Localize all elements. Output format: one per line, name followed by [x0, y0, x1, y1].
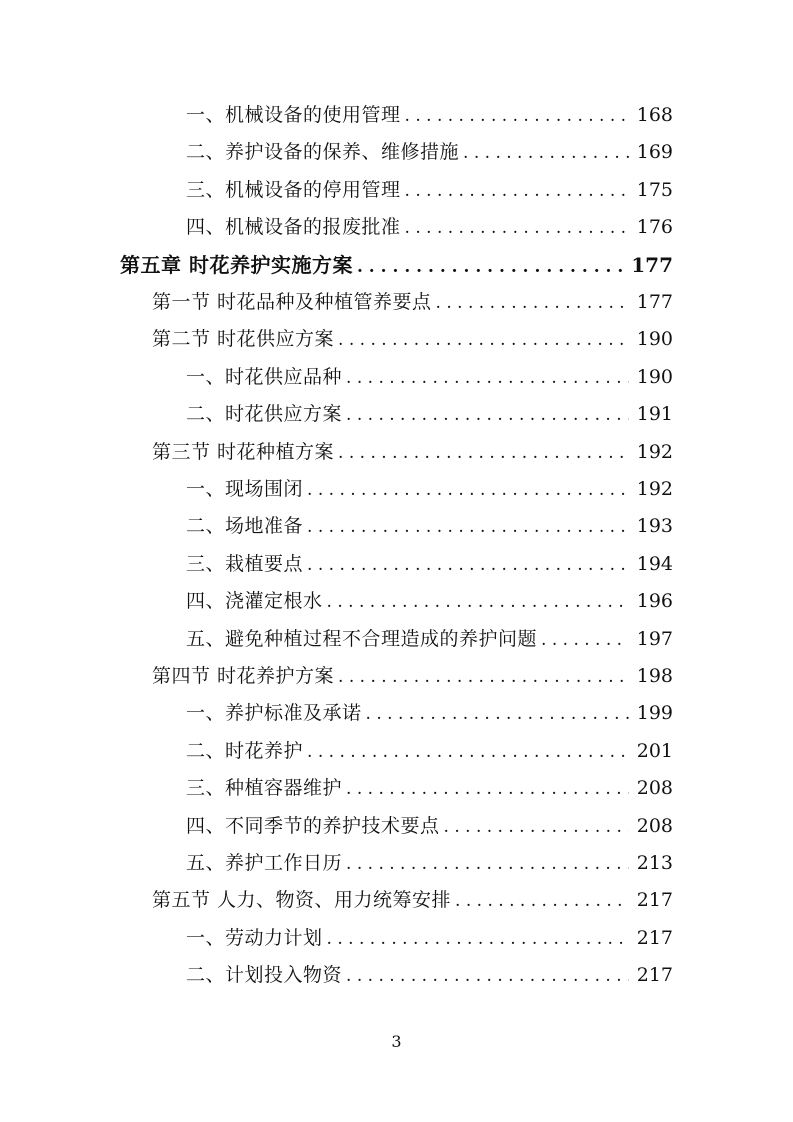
toc-subsection-row[interactable] — [186, 773, 673, 803]
toc-entry-page: 196 — [636, 590, 673, 613]
toc-subsection-row[interactable] — [186, 362, 673, 392]
toc-dot-leader — [346, 400, 629, 430]
toc-entry-page: 190 — [636, 365, 673, 388]
toc-dot-leader — [463, 138, 629, 168]
toc-subsection-row[interactable] — [186, 175, 673, 205]
toc-subsection-row[interactable] — [186, 736, 673, 766]
toc-dot-leader — [307, 737, 629, 767]
toc-dot-leader — [327, 587, 629, 617]
toc-dot-leader — [541, 625, 629, 655]
toc-subsection-row[interactable] — [186, 399, 673, 429]
toc-entry-page: 198 — [636, 665, 673, 687]
toc-entry-title: 一、现场围闭 — [186, 478, 304, 500]
toc-entry-page: 213 — [636, 852, 673, 874]
toc-subsection-row[interactable] — [186, 474, 673, 504]
toc-entry-title: 第五章 时花养护实施方案 — [120, 252, 353, 277]
toc-dot-leader — [307, 550, 629, 580]
toc-dot-leader — [307, 512, 629, 542]
toc-dot-leader — [338, 438, 629, 468]
toc-subsection-row[interactable] — [186, 586, 673, 616]
toc-entry-title: 二、时花供应方案 — [186, 403, 343, 426]
toc-subsection-row[interactable] — [186, 811, 673, 841]
toc-entry-title: 二、时花养护 — [186, 739, 304, 762]
toc-entry-page: 217 — [636, 964, 673, 987]
toc-entry-page: 208 — [636, 814, 673, 837]
toc-entry-title: 第四节 时花养护方案 — [152, 665, 335, 687]
toc-entry-page: 191 — [636, 403, 673, 426]
toc-entry-page: 177 — [631, 252, 673, 277]
toc-section-row[interactable] — [152, 287, 673, 317]
toc-subsection-row[interactable] — [186, 549, 673, 579]
toc-entry-page: 197 — [636, 627, 673, 650]
toc-entry-title: 二、场地准备 — [186, 515, 304, 538]
toc-entry-title: 五、养护工作日历 — [186, 852, 343, 874]
toc-entry-title: 二、计划投入物资 — [186, 964, 343, 987]
toc-entry-page: 201 — [636, 739, 673, 762]
page-number: 3 — [391, 1032, 402, 1051]
toc-dot-leader — [346, 961, 629, 991]
toc-entry-page: 193 — [636, 515, 673, 538]
toc-subsection-row[interactable] — [186, 137, 673, 167]
toc-entry-page: 192 — [636, 440, 673, 463]
toc-dot-leader — [338, 325, 629, 355]
toc-subsection-row[interactable] — [186, 960, 673, 990]
toc-subsection-row[interactable] — [186, 624, 673, 654]
toc-section-row[interactable] — [152, 324, 673, 354]
toc-section-row[interactable] — [152, 661, 673, 691]
toc-dot-leader — [307, 475, 629, 505]
toc-entry-title: 第五节 人力、物资、用力统筹安排 — [152, 889, 452, 912]
toc-entry-page: 217 — [636, 926, 673, 949]
toc-entry-title: 第一节 时花品种及种植管养要点 — [152, 291, 432, 313]
toc-entry-page: 199 — [636, 702, 673, 725]
toc-entry-page: 194 — [636, 552, 673, 575]
toc-entry-title: 一、机械设备的使用管理 — [186, 104, 401, 126]
toc-entry-title: 一、劳动力计划 — [186, 926, 323, 949]
toc-dot-leader — [346, 363, 629, 393]
toc-entry-title: 一、时花供应品种 — [186, 365, 343, 388]
toc-entry-title: 三、机械设备的停用管理 — [186, 178, 401, 201]
toc-dot-leader — [405, 213, 629, 243]
toc-entry-page: 190 — [636, 328, 673, 351]
toc-subsection-row[interactable] — [186, 100, 673, 130]
toc-dot-leader — [346, 849, 629, 879]
toc-dot-leader — [455, 886, 629, 916]
toc-dot-leader — [405, 101, 629, 131]
toc-entry-title: 三、种植容器维护 — [186, 777, 343, 800]
toc-dot-leader — [346, 774, 629, 804]
toc-subsection-row[interactable] — [186, 923, 673, 953]
toc-entry-page: 217 — [636, 889, 673, 912]
toc-dot-leader — [405, 176, 629, 206]
toc-dot-leader — [444, 812, 629, 842]
toc-dot-leader — [436, 288, 629, 318]
toc-entry-title: 五、避免种植过程不合理造成的养护问题 — [186, 627, 538, 650]
toc-entry-title: 二、养护设备的保养、维修措施 — [186, 141, 460, 164]
toc-entry-title: 四、机械设备的报废批准 — [186, 216, 401, 239]
toc-dot-leader — [327, 924, 629, 954]
toc-entry-title: 一、养护标准及承诺 — [186, 702, 362, 725]
toc-subsection-row[interactable] — [186, 848, 673, 878]
toc-entry-page: 175 — [636, 178, 673, 201]
toc-entry-title: 第三节 时花种植方案 — [152, 440, 335, 463]
toc-section-row[interactable] — [152, 885, 673, 915]
toc-entry-page: 208 — [636, 777, 673, 800]
toc-entry-page: 168 — [636, 104, 673, 126]
toc-entry-page: 169 — [636, 141, 673, 164]
toc-subsection-row[interactable] — [186, 698, 673, 728]
toc-dot-leader — [366, 699, 629, 729]
toc-entry-page: 177 — [636, 291, 673, 313]
toc-dot-leader — [357, 252, 623, 282]
toc-section-row[interactable] — [152, 437, 673, 467]
toc-chapter-row[interactable] — [120, 250, 673, 280]
toc-entry-page: 176 — [636, 216, 673, 239]
toc-entry-page: 192 — [636, 478, 673, 500]
toc-entry-title: 三、栽植要点 — [186, 552, 304, 575]
toc-subsection-row[interactable] — [186, 212, 673, 242]
toc-entry-title: 四、不同季节的养护技术要点 — [186, 814, 440, 837]
toc-dot-leader — [338, 662, 629, 692]
toc-subsection-row[interactable] — [186, 511, 673, 541]
toc-entry-title: 四、浇灌定根水 — [186, 590, 323, 613]
toc-entry-title: 第二节 时花供应方案 — [152, 328, 335, 351]
